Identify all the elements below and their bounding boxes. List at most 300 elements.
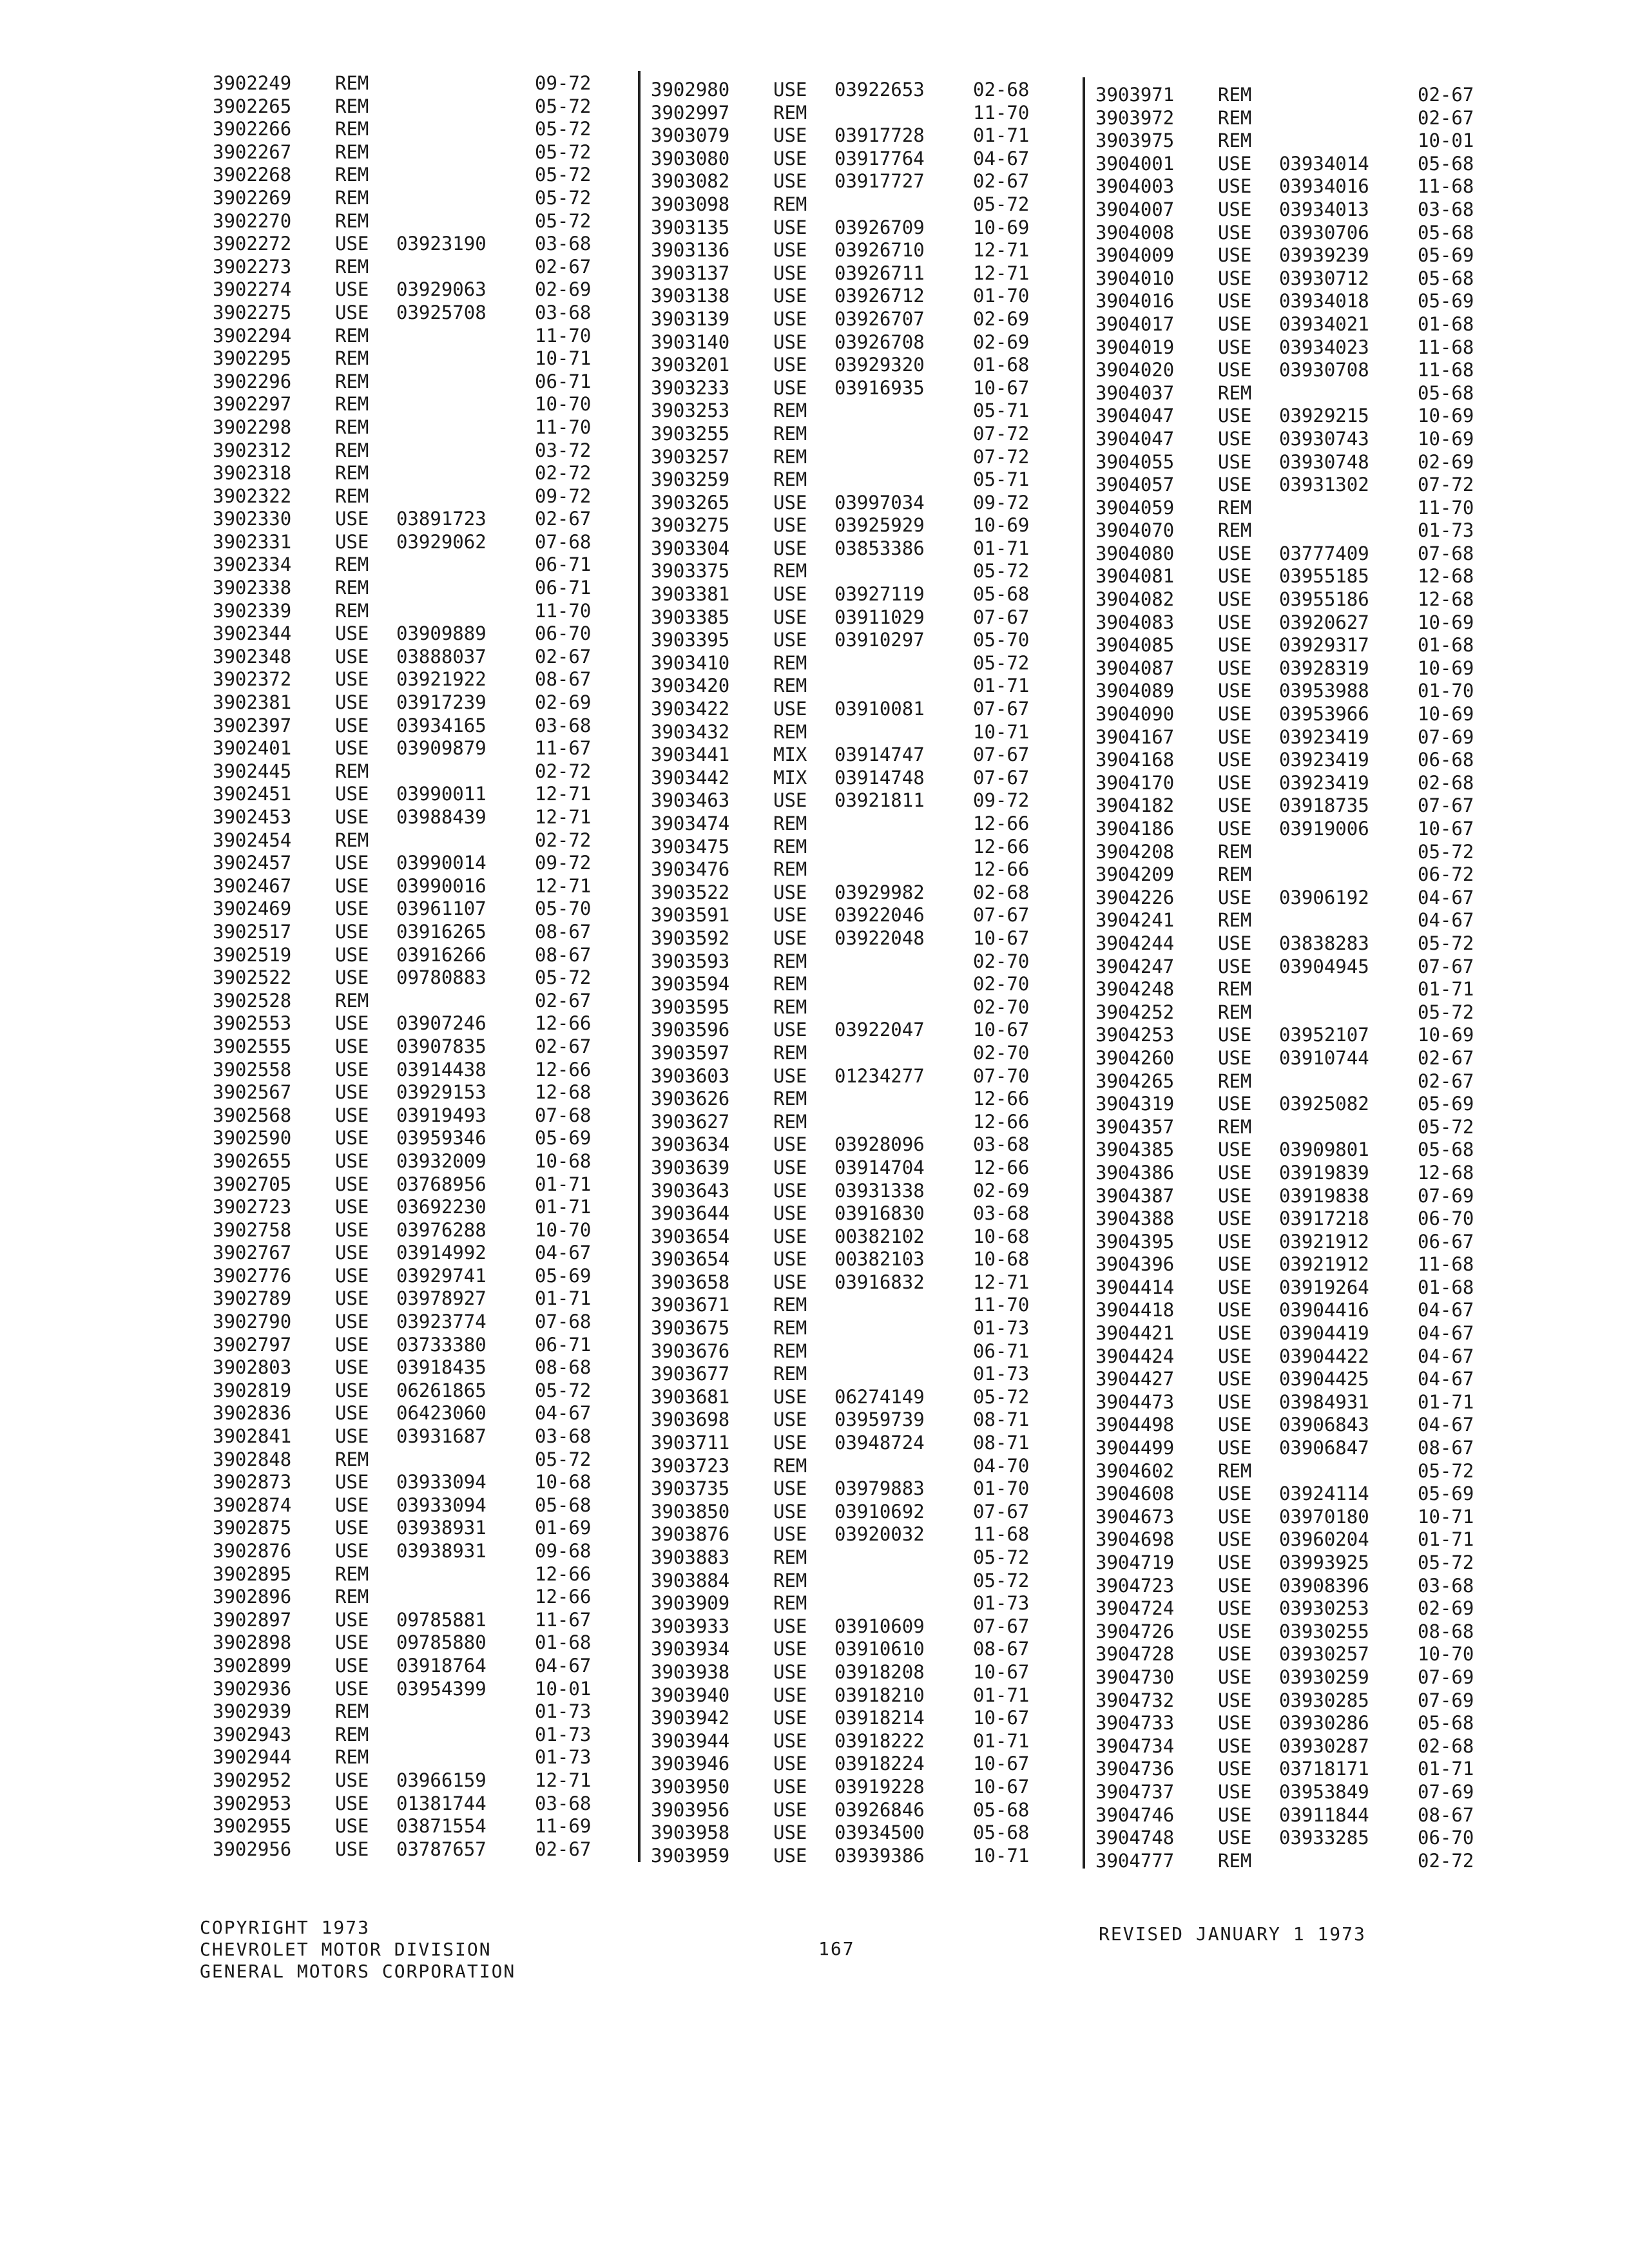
- part-number: 3903079: [651, 124, 730, 147]
- action-code: USE: [1218, 1827, 1252, 1849]
- corporation-line: GENERAL MOTORS CORPORATION: [200, 1961, 516, 1982]
- revision-date: 05-69: [1418, 290, 1474, 312]
- replacement-part-number: 03923190: [396, 233, 487, 255]
- revision-date: 01-68: [1418, 1276, 1474, 1298]
- revision-date: 12-71: [535, 806, 592, 828]
- part-number: 3903942: [651, 1707, 730, 1729]
- replacement-part-number: 03984931: [1279, 1390, 1369, 1413]
- action-code: USE: [335, 1264, 369, 1287]
- action-code: REM: [335, 347, 369, 370]
- revision-date: 03-68: [1418, 1574, 1474, 1597]
- action-code: USE: [773, 1523, 807, 1546]
- action-code: USE: [1218, 1505, 1252, 1528]
- action-code: USE: [773, 537, 807, 559]
- part-number: 3902567: [213, 1081, 292, 1104]
- revision-date: 03-68: [535, 1792, 592, 1814]
- action-code: USE: [773, 170, 807, 193]
- action-code: USE: [335, 278, 369, 301]
- action-code: USE: [1218, 1161, 1252, 1184]
- part-number: 3902334: [213, 553, 292, 576]
- part-number: 3904253: [1095, 1024, 1175, 1046]
- action-code: USE: [773, 1798, 807, 1821]
- action-code: REM: [335, 553, 369, 576]
- revision-date: 08-67: [535, 668, 592, 691]
- part-number: 3903909: [651, 1592, 730, 1615]
- replacement-part-number: 03917218: [1279, 1207, 1369, 1230]
- part-row: [213, 347, 612, 370]
- revision-date: 12-66: [535, 1586, 592, 1608]
- part-row: [213, 760, 612, 783]
- action-code: REM: [773, 720, 807, 743]
- part-row: [651, 1157, 1050, 1180]
- action-code: USE: [1218, 1390, 1252, 1413]
- part-number: 3904003: [1095, 175, 1175, 198]
- part-number: 3902331: [213, 530, 292, 553]
- replacement-part-number: 03930712: [1279, 267, 1369, 289]
- replacement-part-number: 03922046: [834, 904, 925, 927]
- part-row: [1095, 588, 1495, 611]
- part-number: 3902873: [213, 1471, 292, 1494]
- replacement-part-number: 03916832: [834, 1271, 925, 1293]
- part-number: 3903671: [651, 1294, 730, 1316]
- replacement-part-number: 03929215: [1279, 405, 1369, 427]
- action-code: REM: [773, 560, 807, 582]
- action-code: USE: [1218, 152, 1252, 175]
- part-number: 3902590: [213, 1127, 292, 1149]
- part-row: [213, 508, 612, 531]
- part-row: [651, 1065, 1050, 1088]
- revision-date: 08-67: [535, 920, 592, 943]
- part-number: 3904089: [1095, 680, 1175, 702]
- replacement-part-number: 03934018: [1279, 290, 1369, 312]
- action-code: USE: [773, 1729, 807, 1752]
- replacement-part-number: 03921922: [396, 668, 487, 691]
- replacement-part-number: 03909889: [396, 622, 487, 645]
- action-code: REM: [1218, 84, 1252, 106]
- part-number: 3903946: [651, 1753, 730, 1775]
- part-row: [651, 858, 1050, 881]
- part-row: [651, 583, 1050, 606]
- part-number: 3903474: [651, 812, 730, 834]
- revision-date: 05-68: [1418, 152, 1474, 175]
- action-code: USE: [1218, 244, 1252, 267]
- replacement-part-number: 03953966: [1279, 703, 1369, 726]
- part-row: [1095, 1231, 1495, 1254]
- part-number: 3903381: [651, 583, 730, 606]
- part-number: 3904248: [1095, 978, 1175, 1001]
- revision-date: 10-69: [973, 216, 1030, 238]
- part-number: 3902381: [213, 691, 292, 714]
- revision-date: 02-67: [535, 508, 592, 530]
- part-row: [1095, 1506, 1495, 1529]
- revision-date: 02-69: [973, 307, 1030, 330]
- revision-date: 03-68: [1418, 198, 1474, 220]
- replacement-part-number: 03925929: [834, 514, 925, 537]
- revision-date: 02-69: [973, 1179, 1030, 1202]
- action-code: USE: [773, 1133, 807, 1156]
- action-code: USE: [1218, 474, 1252, 496]
- replacement-part-number: 03919006: [1279, 818, 1369, 840]
- part-row: [1095, 818, 1495, 841]
- part-number: 3902266: [213, 118, 292, 140]
- part-number: 3904357: [1095, 1115, 1175, 1138]
- action-code: REM: [335, 1586, 369, 1608]
- part-row: [1095, 932, 1495, 956]
- action-code: REM: [1218, 381, 1252, 404]
- action-code: USE: [335, 1792, 369, 1814]
- part-number: 3904608: [1095, 1483, 1175, 1505]
- revision-date: 10-69: [973, 514, 1030, 537]
- replacement-part-number: 03904945: [1279, 955, 1369, 977]
- action-code: USE: [1218, 1139, 1252, 1161]
- action-code: USE: [773, 147, 807, 169]
- part-row: [1095, 451, 1495, 474]
- action-code: USE: [1218, 1276, 1252, 1298]
- part-number: 3904007: [1095, 198, 1175, 220]
- action-code: USE: [335, 966, 369, 989]
- action-code: USE: [773, 1707, 807, 1729]
- replacement-part-number: 03916265: [396, 920, 487, 943]
- revision-date: 02-70: [973, 973, 1030, 995]
- revision-date: 07-67: [973, 766, 1030, 789]
- part-row: [213, 256, 612, 279]
- part-row: [651, 1042, 1050, 1065]
- replacement-part-number: 03948724: [834, 1432, 925, 1454]
- replacement-part-number: 03990011: [396, 783, 487, 805]
- replacement-part-number: 03919493: [396, 1104, 487, 1126]
- revision-date: 05-68: [973, 1821, 1030, 1844]
- action-code: USE: [773, 307, 807, 330]
- revision-date: 08-67: [1418, 1803, 1474, 1826]
- action-code: USE: [335, 920, 369, 943]
- action-code: USE: [335, 1058, 369, 1081]
- revision-date: 11-70: [973, 101, 1030, 124]
- action-code: USE: [1218, 1230, 1252, 1253]
- revision-date: 07-69: [1418, 1780, 1474, 1803]
- part-row: [213, 553, 612, 577]
- replacement-part-number: 03916935: [834, 376, 925, 399]
- part-number: 3904385: [1095, 1139, 1175, 1161]
- part-row: [213, 1678, 612, 1701]
- replacement-part-number: 03926846: [834, 1798, 925, 1821]
- part-number: 3904726: [1095, 1620, 1175, 1642]
- action-code: USE: [773, 1179, 807, 1202]
- part-number: 3903644: [651, 1202, 730, 1225]
- part-row: [651, 537, 1050, 561]
- revision-date: 08-67: [535, 943, 592, 966]
- part-row: [1095, 1185, 1495, 1208]
- action-code: USE: [1218, 1552, 1252, 1573]
- revision-date: 02-69: [535, 278, 592, 301]
- part-number: 3902469: [213, 898, 292, 920]
- action-code: USE: [773, 124, 807, 147]
- revision-date: 10-71: [1418, 1505, 1474, 1528]
- part-row: [651, 1202, 1050, 1225]
- part-row: [1095, 909, 1495, 932]
- part-number: 3904020: [1095, 359, 1175, 381]
- part-number: 3902269: [213, 186, 292, 209]
- part-row: [213, 1586, 612, 1609]
- replacement-part-number: 03718171: [1279, 1758, 1369, 1780]
- part-number: 3902457: [213, 852, 292, 874]
- part-row: [651, 1570, 1050, 1593]
- action-code: USE: [1218, 771, 1252, 794]
- action-code: USE: [335, 1471, 369, 1494]
- action-code: USE: [1218, 726, 1252, 748]
- part-number: 3904055: [1095, 450, 1175, 473]
- part-row: [651, 1776, 1050, 1799]
- part-number: 3903098: [651, 193, 730, 215]
- revision-date: 04-67: [1418, 1368, 1474, 1390]
- part-number: 3903265: [651, 491, 730, 514]
- part-number: 3902789: [213, 1287, 292, 1310]
- part-number: 3902899: [213, 1654, 292, 1677]
- revision-date: 02-67: [1418, 1046, 1474, 1069]
- part-number: 3903676: [651, 1340, 730, 1362]
- action-code: USE: [335, 898, 369, 920]
- part-number: 3903723: [651, 1454, 730, 1477]
- action-code: REM: [1218, 1115, 1252, 1138]
- revision-date: 10-70: [535, 1218, 592, 1241]
- action-code: USE: [335, 668, 369, 691]
- action-code: USE: [773, 1271, 807, 1293]
- revision-date: 01-69: [535, 1517, 592, 1539]
- part-number: 3903385: [651, 606, 730, 628]
- part-row: [651, 1432, 1050, 1455]
- action-code: REM: [773, 995, 807, 1018]
- part-row: [651, 606, 1050, 629]
- part-number: 3903603: [651, 1064, 730, 1087]
- revision-date: 01-71: [1418, 1758, 1474, 1780]
- part-number: 3904386: [1095, 1161, 1175, 1184]
- action-code: USE: [773, 1408, 807, 1431]
- part-row: [213, 1746, 612, 1769]
- part-row: [1095, 244, 1495, 267]
- replacement-part-number: 03926712: [834, 285, 925, 307]
- action-code: USE: [773, 881, 807, 903]
- revision-date: 10-01: [535, 1677, 592, 1700]
- action-code: USE: [773, 1019, 807, 1041]
- part-row: [213, 325, 612, 348]
- action-code: USE: [335, 1677, 369, 1700]
- part-number: 3902758: [213, 1218, 292, 1241]
- action-code: REM: [335, 1723, 369, 1745]
- replacement-part-number: 03930285: [1279, 1689, 1369, 1711]
- replacement-part-number: 03922653: [834, 79, 925, 101]
- part-row: [651, 1615, 1050, 1639]
- revision-date: 10-67: [973, 1753, 1030, 1775]
- action-code: REM: [335, 95, 369, 117]
- part-number: 3903420: [651, 675, 730, 697]
- replacement-part-number: 03914438: [396, 1058, 487, 1081]
- revision-date: 12-66: [535, 1058, 592, 1081]
- part-number: 3902723: [213, 1196, 292, 1218]
- part-row: [1095, 519, 1495, 543]
- action-code: USE: [335, 783, 369, 805]
- part-number: 3904001: [1095, 152, 1175, 175]
- action-code: REM: [1218, 863, 1252, 886]
- action-code: REM: [773, 1294, 807, 1316]
- revision-date: 02-72: [1418, 1849, 1474, 1872]
- action-code: MIX: [773, 744, 807, 766]
- part-number: 3904047: [1095, 405, 1175, 427]
- replacement-part-number: 03919264: [1279, 1276, 1369, 1298]
- revision-date: 01-71: [973, 537, 1030, 559]
- part-row: [651, 124, 1050, 148]
- replacement-part-number: 03768956: [396, 1173, 487, 1195]
- replacement-part-number: 09785881: [396, 1608, 487, 1631]
- part-number: 3903304: [651, 537, 730, 559]
- revision-date: 10-70: [535, 393, 592, 416]
- part-number: 3902273: [213, 255, 292, 278]
- part-number: 3903592: [651, 927, 730, 949]
- revision-date: 07-67: [973, 698, 1030, 720]
- action-code: USE: [335, 1379, 369, 1401]
- part-number: 3903654: [651, 1225, 730, 1247]
- part-number: 3903677: [651, 1363, 730, 1385]
- action-code: USE: [773, 1615, 807, 1637]
- action-code: REM: [335, 164, 369, 186]
- revision-date: 06-71: [535, 553, 592, 576]
- part-number: 3903591: [651, 904, 730, 927]
- part-number: 3902953: [213, 1792, 292, 1814]
- revision-date: 03-68: [973, 1202, 1030, 1225]
- replacement-part-number: 03933285: [1279, 1827, 1369, 1849]
- part-row: [651, 193, 1050, 216]
- action-code: REM: [335, 989, 369, 1012]
- part-row: [213, 921, 612, 944]
- revision-date: 05-72: [973, 1385, 1030, 1408]
- action-code: REM: [1218, 1459, 1252, 1482]
- replacement-part-number: 03938931: [396, 1540, 487, 1562]
- action-code: USE: [335, 1242, 369, 1264]
- part-number: 3902522: [213, 966, 292, 989]
- part-number: 3904059: [1095, 496, 1175, 519]
- replacement-part-number: 03926709: [834, 216, 925, 238]
- replacement-part-number: 03939386: [834, 1844, 925, 1867]
- part-row: [651, 1111, 1050, 1134]
- revision-date: 04-67: [1418, 909, 1474, 932]
- revision-date: 01-73: [973, 1592, 1030, 1615]
- revision-date: 09-72: [973, 789, 1030, 812]
- part-row: [213, 829, 612, 852]
- part-row: [1095, 1276, 1495, 1300]
- revision-date: 12-71: [973, 239, 1030, 262]
- action-code: REM: [773, 1088, 807, 1110]
- revision-date: 10-67: [973, 1775, 1030, 1798]
- action-code: USE: [1218, 1414, 1252, 1436]
- part-number: 3902955: [213, 1815, 292, 1838]
- action-code: USE: [1218, 1574, 1252, 1597]
- part-row: [213, 1631, 612, 1655]
- revision-date: 06-71: [973, 1340, 1030, 1362]
- part-row: [213, 806, 612, 829]
- revision-date: 05-72: [973, 1546, 1030, 1568]
- revision-date: 08-67: [1418, 1437, 1474, 1459]
- revision-date: 11-70: [535, 416, 592, 438]
- action-code: USE: [773, 285, 807, 307]
- replacement-part-number: 03906192: [1279, 886, 1369, 908]
- part-number: 3902956: [213, 1838, 292, 1860]
- action-code: USE: [1218, 1528, 1252, 1551]
- part-number: 3903972: [1095, 106, 1175, 129]
- action-code: USE: [773, 1225, 807, 1247]
- parts-column-1: [213, 72, 612, 1861]
- part-row: [213, 898, 612, 921]
- part-number: 3902275: [213, 301, 292, 323]
- action-code: USE: [773, 789, 807, 812]
- part-row: [213, 966, 612, 990]
- action-code: USE: [335, 1311, 369, 1333]
- revision-date: 11-68: [1418, 1253, 1474, 1276]
- part-number: 3902339: [213, 599, 292, 622]
- part-number: 3903201: [651, 354, 730, 376]
- revision-date: 03-72: [535, 439, 592, 461]
- part-row: [1095, 772, 1495, 795]
- part-row: [651, 423, 1050, 446]
- part-row: [651, 216, 1050, 240]
- revision-date: 12-68: [1418, 565, 1474, 588]
- part-number: 3904037: [1095, 381, 1175, 404]
- action-code: USE: [1218, 886, 1252, 908]
- replacement-part-number: 03930259: [1279, 1666, 1369, 1688]
- action-code: USE: [1218, 267, 1252, 289]
- part-row: [213, 1356, 612, 1379]
- revision-date: 05-72: [535, 209, 592, 232]
- action-code: USE: [335, 1517, 369, 1539]
- replacement-part-number: 03929063: [396, 278, 487, 301]
- part-number: 3903138: [651, 285, 730, 307]
- action-code: USE: [773, 1821, 807, 1844]
- revision-date: 02-70: [973, 995, 1030, 1018]
- action-code: USE: [1218, 359, 1252, 381]
- part-number: 3903596: [651, 1019, 730, 1041]
- column-divider: [1083, 77, 1085, 1869]
- action-code: USE: [1218, 1207, 1252, 1230]
- replacement-part-number: 03990016: [396, 874, 487, 897]
- part-row: [213, 1724, 612, 1747]
- action-code: USE: [335, 1218, 369, 1241]
- part-row: [651, 560, 1050, 583]
- action-code: REM: [773, 675, 807, 697]
- part-number: 3903135: [651, 216, 730, 238]
- part-row: [213, 737, 612, 760]
- replacement-part-number: 03966159: [396, 1769, 487, 1791]
- action-code: REM: [1218, 1849, 1252, 1872]
- replacement-part-number: 03914704: [834, 1156, 925, 1178]
- action-code: USE: [335, 1012, 369, 1035]
- part-row: [1095, 130, 1495, 153]
- part-number: 3902517: [213, 920, 292, 943]
- part-row: [213, 302, 612, 325]
- revision-date: 01-70: [1418, 680, 1474, 702]
- action-code: USE: [773, 1248, 807, 1271]
- part-number: 3904602: [1095, 1459, 1175, 1482]
- part-row: [213, 1517, 612, 1540]
- part-row: [1095, 428, 1495, 451]
- part-number: 3904226: [1095, 886, 1175, 908]
- part-row: [1095, 657, 1495, 680]
- action-code: REM: [773, 193, 807, 215]
- part-row: [1095, 1620, 1495, 1644]
- replacement-part-number: 03924114: [1279, 1483, 1369, 1505]
- revision-date: 10-67: [1418, 818, 1474, 840]
- action-code: USE: [773, 1844, 807, 1867]
- part-number: 3903884: [651, 1569, 730, 1591]
- action-code: REM: [335, 577, 369, 599]
- revision-date: 10-69: [1418, 427, 1474, 450]
- part-row: [651, 492, 1050, 515]
